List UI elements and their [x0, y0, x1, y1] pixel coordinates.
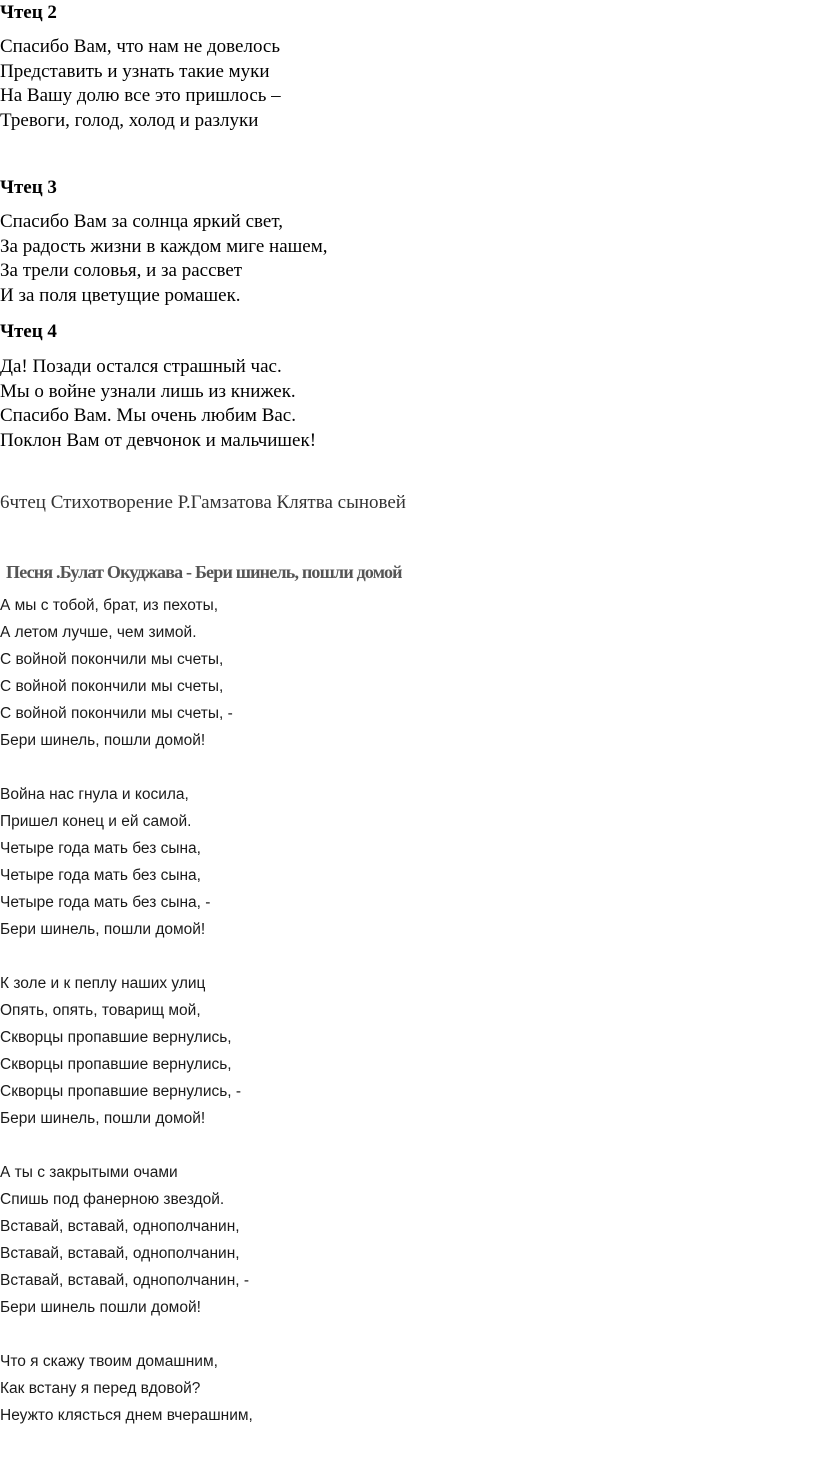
song-lyrics: [0, 592, 253, 1429]
poem-line: Да! Позади остался страшный час.: [0, 356, 282, 377]
reader-2-heading: Чтец 2: [0, 2, 57, 23]
poem-line: Спасибо Вам за солнца яркий свет,: [0, 211, 283, 232]
song-title: Песня .Булат Окуджава - Бери шинель, пошли домой: [6, 562, 402, 582]
lyric-line: Спишь под фанерною звездой.: [0, 1191, 225, 1208]
lyric-line: Скворцы пропавшие вернулись,: [0, 1029, 232, 1046]
stanza-gap: [0, 754, 253, 781]
reader-3-poem: [0, 210, 327, 308]
reader-4-poem: [0, 355, 316, 453]
reader-6-note: 6чтец Стихотворение Р.Гамзатова Клятва сыновей: [0, 492, 406, 513]
lyric-line: Вставай, вставай, однополчанин, -: [0, 1272, 250, 1289]
lyric-line: Бери шинель пошли домой!: [0, 1299, 201, 1316]
stanza-gap: [0, 1132, 253, 1159]
lyric-line: Бери шинель, пошли домой!: [0, 921, 206, 938]
lyric-line: К золе и к пеплу наших улиц: [0, 975, 206, 992]
poem-line: На Вашу долю все это пришлось –: [0, 85, 281, 106]
lyric-line: Неужто клясться днем вчерашним,: [0, 1407, 253, 1424]
reader-4-heading: Чтец 4: [0, 321, 57, 342]
poem-line: За радость жизни в каждом миге нашем,: [0, 235, 328, 257]
lyric-line: С войной покончили мы счеты,: [0, 651, 224, 668]
lyric-line: Четыре года мать без сына, -: [0, 894, 211, 911]
poem-line: За трели соловья, и за рассвет: [0, 260, 243, 281]
stanza-gap: [0, 1321, 253, 1348]
lyric-line: Бери шинель, пошли домой!: [0, 732, 206, 749]
lyric-line: Опять, опять, товарищ мой,: [0, 1002, 201, 1019]
lyric-line: А ты с закрытыми очами: [0, 1164, 178, 1181]
poem-line: Спасибо Вам, что нам не довелось: [0, 36, 281, 57]
poem-line: И за поля цветущие ромашек.: [0, 284, 241, 306]
poem-line: Спасибо Вам. Мы очень любим Вас.: [0, 405, 296, 426]
lyric-line: Вставай, вставай, однополчанин,: [0, 1245, 240, 1262]
lyric-line: Скворцы пропавшие вернулись,: [0, 1056, 232, 1073]
poem-line: Тревоги, голод, холод и разлуки: [0, 109, 259, 131]
poem-line: Поклон Вам от девчонок и мальчишек!: [0, 429, 317, 451]
lyric-line: С войной покончили мы счеты,: [0, 678, 224, 695]
reader-3-heading: Чтец 3: [0, 177, 57, 198]
lyric-line: Как встану я перед вдовой?: [0, 1380, 201, 1397]
lyric-line: С войной покончили мы счеты, -: [0, 705, 233, 722]
poem-line: Мы о войне узнали лишь из книжек.: [0, 380, 296, 402]
reader-2-poem: [0, 35, 281, 133]
lyric-line: Что я скажу твоим домашним,: [0, 1353, 218, 1370]
lyric-line: А летом лучше, чем зимой.: [0, 624, 197, 641]
lyric-line: Скворцы пропавшие вернулись, -: [0, 1083, 242, 1100]
lyric-line: Вставай, вставай, однополчанин,: [0, 1218, 240, 1235]
lyric-line: А мы с тобой, брат, из пехоты,: [0, 597, 219, 614]
poem-line: Представить и узнать такие муки: [0, 60, 270, 82]
lyric-line: Война нас гнула и косила,: [0, 786, 189, 803]
lyric-line: Четыре года мать без сына,: [0, 840, 201, 857]
lyric-line: Четыре года мать без сына,: [0, 867, 201, 884]
stanza-gap: [0, 943, 253, 970]
lyric-line: Бери шинель, пошли домой!: [0, 1110, 206, 1127]
lyric-line: Пришел конец и ей самой.: [0, 813, 192, 830]
